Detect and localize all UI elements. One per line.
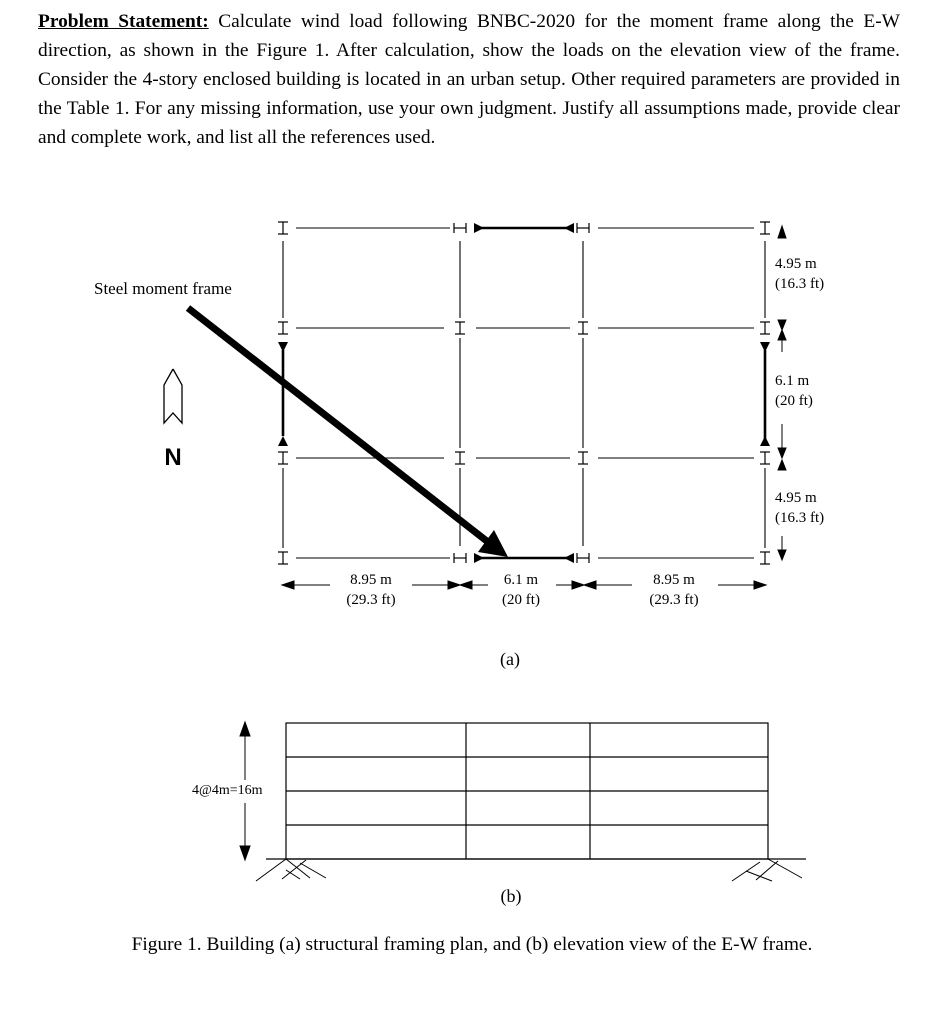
- plan-sublabel: (a): [500, 649, 520, 669]
- span-1-ft: (29.3 ft): [346, 592, 396, 608]
- height-label: 4@4m=16m: [192, 783, 263, 798]
- north-arrow-icon: [164, 369, 182, 423]
- span-3-ft: (29.3 ft): [649, 592, 699, 608]
- framing-plan: [94, 222, 824, 670]
- moment-connections: [278, 223, 770, 563]
- elevation-sublabel: (b): [500, 886, 522, 906]
- elevation-view: [192, 722, 806, 907]
- problem-statement-label: Problem Statement:: [38, 11, 209, 32]
- plan-grid-lines: [283, 228, 765, 558]
- bay-3-ft: (16.3 ft): [775, 510, 825, 526]
- north-label: N: [164, 444, 182, 471]
- steel-moment-frame-label: Steel moment frame: [94, 279, 232, 298]
- span-2-m: 6.1 m: [503, 572, 539, 588]
- figure-caption: Figure 1. Building (a) structural framing plan, and (b) elevation view of the E-W frame.: [131, 934, 813, 955]
- span-1-m: 8.95 m: [350, 572, 392, 588]
- span-2-ft: (20 ft): [502, 592, 540, 608]
- bay-1-ft: (16.3 ft): [775, 276, 825, 292]
- problem-statement-text: Calculate wind load following BNBC-2020 for the moment frame along the E-W direction, as shown in the Figure 1. After calculation, show the loads on the elevation view of the frame. Consider the 4-story enclosed building is located in an urban setup. Other required parameters are provided in the Table 1. For any missing information, use your own judgment. Justify all assumptions made, provide clear and complete work, and list all the references used.: [38, 11, 900, 148]
- bay-2-m: 6.1 m: [775, 373, 810, 389]
- column-symbols: [278, 222, 770, 564]
- elevation-frame: [286, 723, 768, 859]
- bay-2-ft: (20 ft): [775, 393, 813, 409]
- right-support-icon: [732, 859, 802, 881]
- bay-1-m: 4.95 m: [775, 256, 817, 272]
- span-3-m: 8.95 m: [653, 572, 695, 588]
- left-support-icon: [256, 859, 326, 881]
- bay-3-m: 4.95 m: [775, 490, 817, 506]
